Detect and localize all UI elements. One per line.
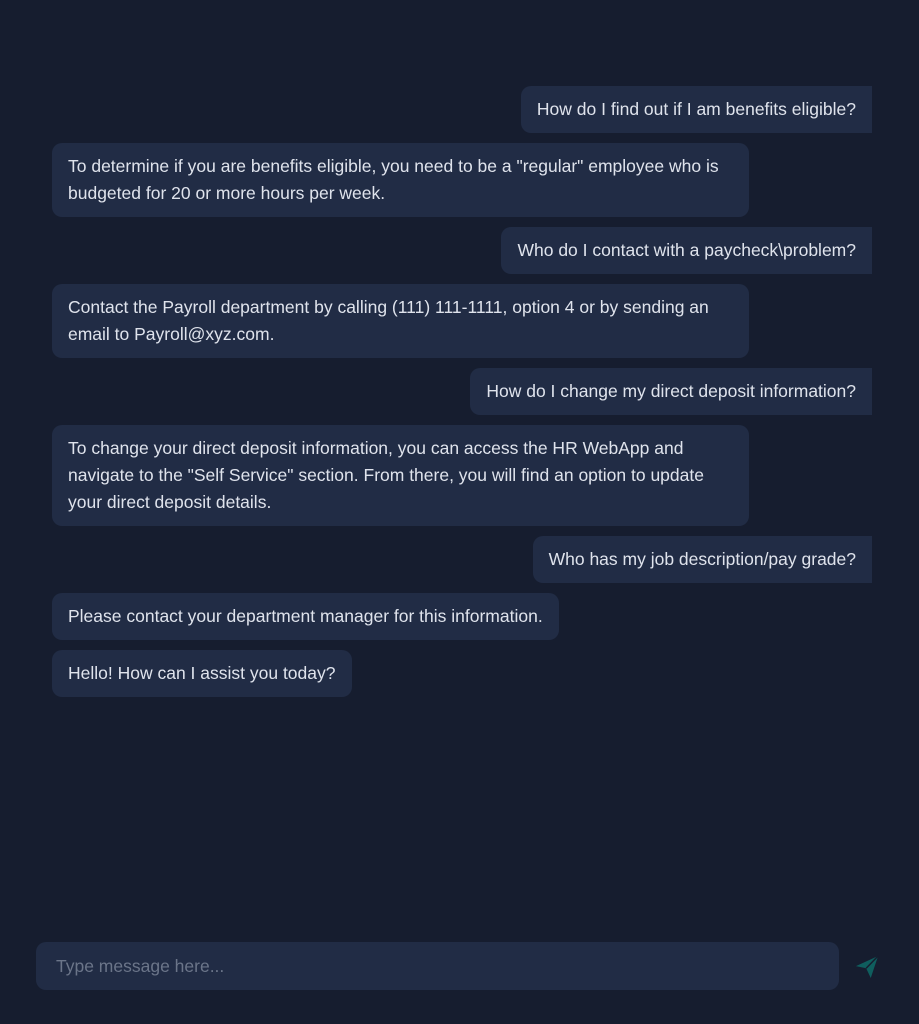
chat-log — [52, 86, 872, 697]
bot-message — [52, 650, 872, 697]
send-button[interactable] — [850, 950, 884, 984]
bot-message — [52, 143, 872, 217]
bot-message-bubble: Hello! How can I assist you today? — [52, 650, 352, 697]
bot-message-bubble: To determine if you are benefits eligible, you need to be a "regular" employee who is budgeted for 20 or more hours per week. — [52, 143, 749, 217]
message-composer — [36, 942, 839, 990]
bot-message-bubble: To change your direct deposit information, you can access the HR WebApp and navigate to the "Self Service" section. From there, you will find an option to update your direct deposit details. — [52, 425, 749, 526]
user-message — [52, 227, 872, 274]
user-message-bubble: How do I find out if I am benefits eligible? — [521, 86, 872, 133]
bot-message — [52, 425, 872, 526]
user-message — [52, 86, 872, 133]
user-message — [52, 536, 872, 583]
message-input[interactable] — [54, 955, 821, 978]
paper-plane-icon — [853, 953, 881, 981]
bot-message — [52, 284, 872, 358]
user-message-bubble: Who has my job description/pay grade? — [533, 536, 872, 583]
bot-message — [52, 593, 872, 640]
bot-message-bubble: Contact the Payroll department by calling (111) 111-1111, option 4 or by sending an email to Payroll@xyz.com. — [52, 284, 749, 358]
user-message-bubble: Who do I contact with a paycheck\problem? — [501, 227, 872, 274]
user-message — [52, 368, 872, 415]
bot-message-bubble: Please contact your department manager for this information. — [52, 593, 559, 640]
user-message-bubble: How do I change my direct deposit information? — [470, 368, 872, 415]
